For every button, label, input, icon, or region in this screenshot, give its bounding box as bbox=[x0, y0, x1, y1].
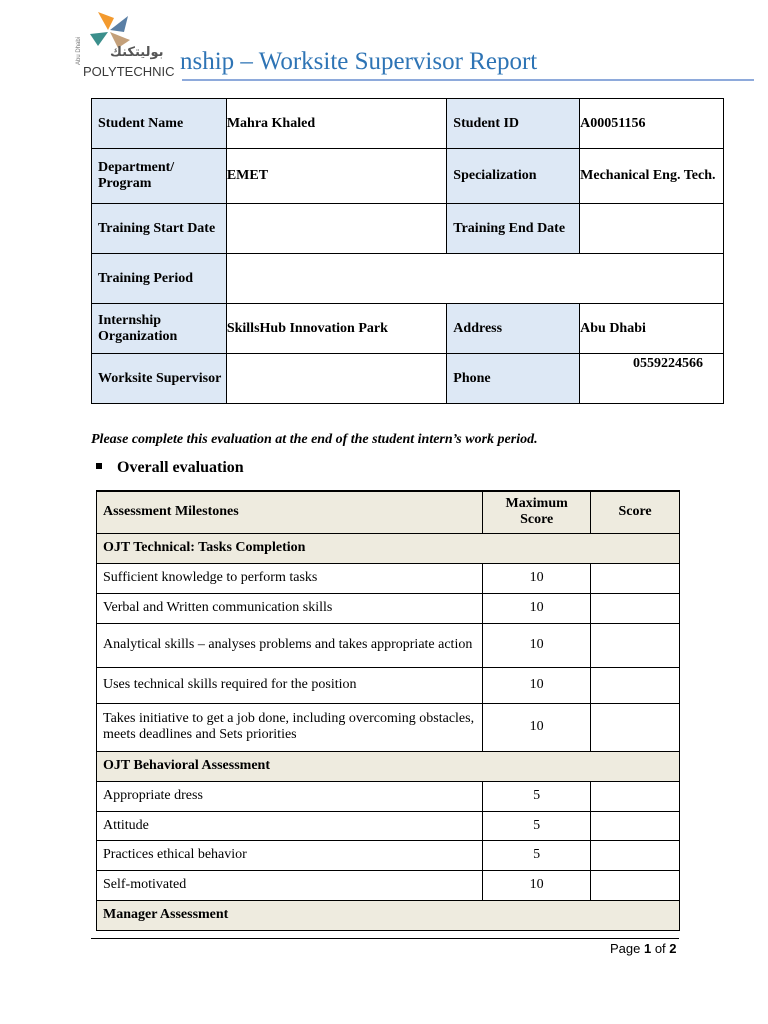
section-heading bbox=[96, 459, 244, 477]
address-value: Abu Dhabi bbox=[580, 304, 724, 354]
table-row bbox=[97, 667, 680, 703]
start-date-value[interactable] bbox=[226, 204, 446, 254]
row-label: Appropriate dress bbox=[97, 781, 483, 811]
logo-vertical-text: Abu Dhabi bbox=[76, 36, 82, 65]
page-current: 1 bbox=[643, 941, 652, 956]
row-label: Takes initiative to get a job done, including overcoming obstacles, meets deadlines and Sets priorities bbox=[97, 703, 483, 751]
student-name-label: Student Name bbox=[92, 99, 227, 149]
row-max-score: 5 bbox=[483, 840, 591, 870]
organization-value: SkillsHub Innovation Park bbox=[226, 304, 446, 354]
row-score-input[interactable] bbox=[591, 623, 680, 667]
bullet-square-icon bbox=[96, 463, 102, 469]
organization-label: Internship Organization bbox=[92, 304, 227, 354]
table-row bbox=[97, 840, 680, 870]
table-row bbox=[97, 870, 680, 900]
instruction-text: Please complete this evaluation at the end of the student intern’s work period. bbox=[91, 432, 538, 447]
row-max-score: 5 bbox=[483, 811, 591, 840]
table-row bbox=[97, 563, 680, 593]
student-id-value: A00051156 bbox=[580, 99, 724, 149]
supervisor-label: Worksite Supervisor bbox=[92, 354, 227, 404]
row-label: Practices ethical behavior bbox=[97, 840, 483, 870]
logo-star-icon bbox=[84, 10, 136, 50]
row-max-score: 5 bbox=[483, 781, 591, 811]
row-label: Analytical skills – analyses problems and takes appropriate action bbox=[97, 623, 483, 667]
department-value: EMET bbox=[226, 149, 446, 204]
specialization-label: Specialization bbox=[447, 149, 580, 204]
footer-divider bbox=[91, 938, 679, 939]
student-info-table bbox=[91, 98, 724, 404]
department-label: Department/ Program bbox=[92, 149, 227, 204]
start-date-label: Training Start Date bbox=[92, 204, 227, 254]
row-score-input[interactable] bbox=[591, 667, 680, 703]
row-score-input[interactable] bbox=[591, 593, 680, 623]
row-label: Verbal and Written communication skills bbox=[97, 593, 483, 623]
col-score-header: Score bbox=[591, 491, 680, 533]
section-behavioral: OJT Behavioral Assessment bbox=[97, 751, 680, 781]
training-period-label: Training Period bbox=[92, 254, 227, 304]
phone-label: Phone bbox=[447, 354, 580, 404]
row-max-score: 10 bbox=[483, 870, 591, 900]
end-date-value[interactable] bbox=[580, 204, 724, 254]
student-id-label: Student ID bbox=[447, 99, 580, 149]
row-max-score: 10 bbox=[483, 593, 591, 623]
evaluation-table bbox=[96, 490, 680, 931]
row-label: Self-motivated bbox=[97, 870, 483, 900]
row-label: Uses technical skills required for the position bbox=[97, 667, 483, 703]
end-date-label: Training End Date bbox=[447, 204, 580, 254]
row-label: Attitude bbox=[97, 811, 483, 840]
supervisor-value[interactable] bbox=[226, 354, 446, 404]
table-row bbox=[97, 623, 680, 667]
address-label: Address bbox=[447, 304, 580, 354]
page-of: of bbox=[651, 941, 670, 956]
row-max-score: 10 bbox=[483, 623, 591, 667]
phone-value: 0559224566 bbox=[580, 354, 724, 404]
title-divider bbox=[182, 79, 754, 81]
specialization-value: Mechanical Eng. Tech. bbox=[580, 149, 724, 204]
table-row bbox=[97, 781, 680, 811]
logo-text: POLYTECHNIC bbox=[83, 64, 175, 79]
page-word: Page bbox=[610, 941, 644, 956]
row-max-score: 10 bbox=[483, 703, 591, 751]
col-max-header: Maximum Score bbox=[483, 491, 591, 533]
table-row bbox=[97, 703, 680, 751]
row-max-score: 10 bbox=[483, 563, 591, 593]
row-score-input[interactable] bbox=[591, 563, 680, 593]
row-score-input[interactable] bbox=[591, 811, 680, 840]
page-title: nship – Worksite Supervisor Report bbox=[180, 48, 538, 75]
table-row bbox=[97, 593, 680, 623]
row-label: Sufficient knowledge to perform tasks bbox=[97, 563, 483, 593]
row-score-input[interactable] bbox=[591, 870, 680, 900]
page-number bbox=[610, 941, 677, 956]
row-score-input[interactable] bbox=[591, 781, 680, 811]
row-max-score: 10 bbox=[483, 667, 591, 703]
col-milestones-header: Assessment Milestones bbox=[97, 491, 483, 533]
section-heading-text: Overall evaluation bbox=[117, 459, 244, 476]
row-score-input[interactable] bbox=[591, 840, 680, 870]
table-row bbox=[97, 811, 680, 840]
logo-arabic-text: بوليتكنك bbox=[110, 45, 164, 60]
page-total: 2 bbox=[669, 941, 677, 956]
section-manager: Manager Assessment bbox=[97, 900, 680, 930]
row-score-input[interactable] bbox=[591, 703, 680, 751]
section-technical: OJT Technical: Tasks Completion bbox=[97, 533, 680, 563]
polytechnic-logo bbox=[76, 10, 186, 80]
training-period-value[interactable] bbox=[226, 254, 723, 304]
student-name-value: Mahra Khaled bbox=[226, 99, 446, 149]
